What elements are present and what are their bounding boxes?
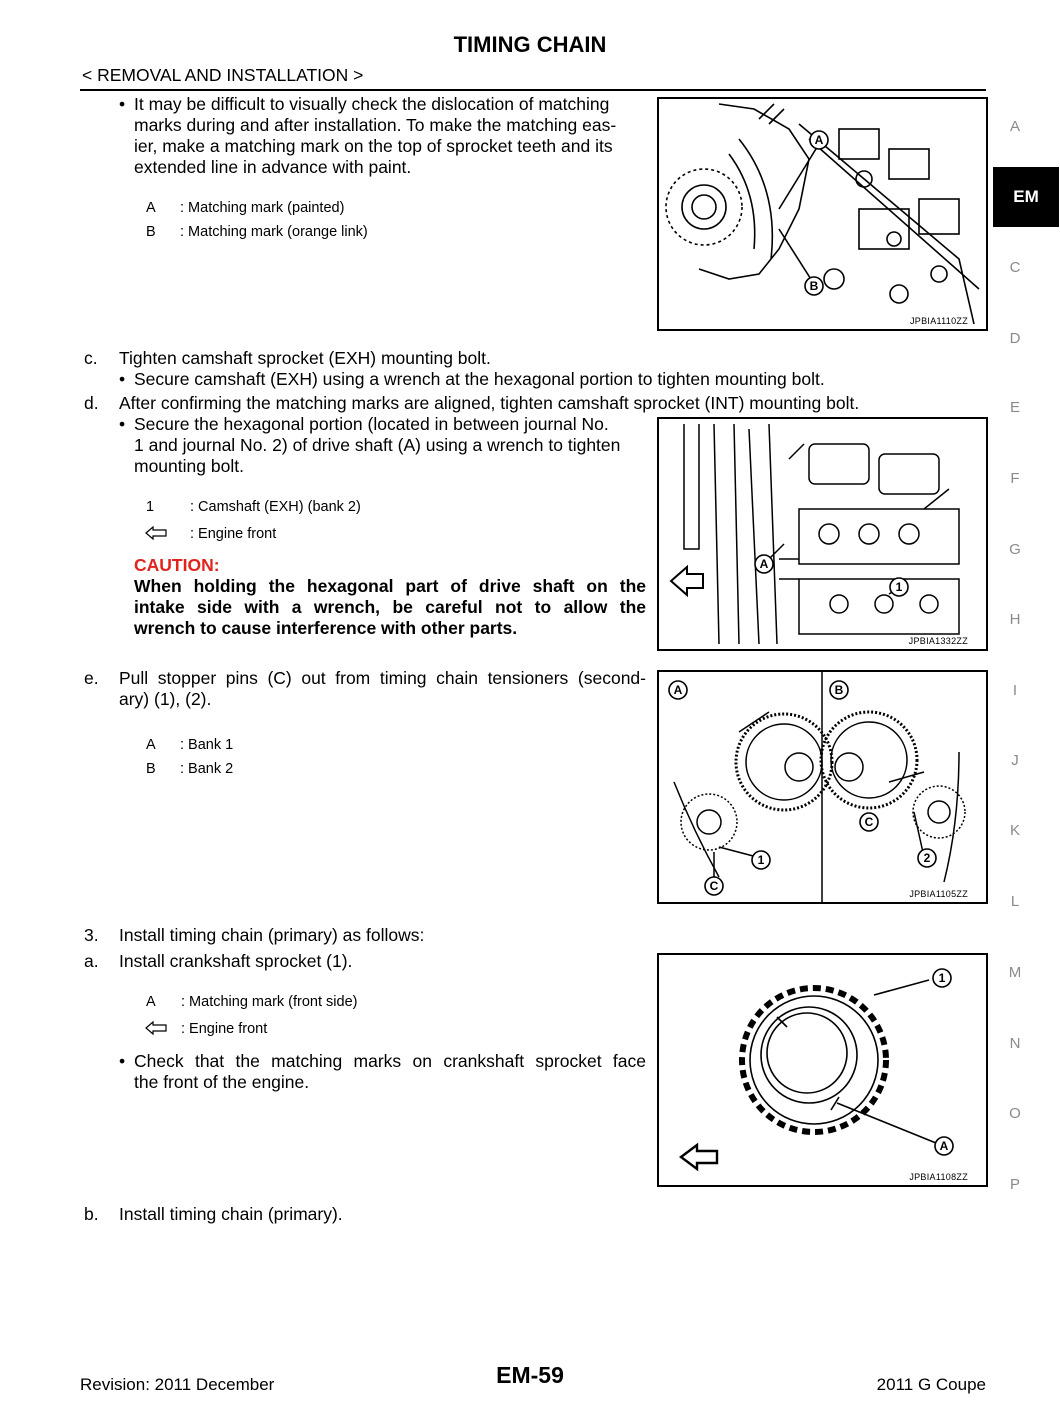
- legend-key: A: [146, 994, 156, 1010]
- legend-text: : Engine front: [190, 526, 277, 542]
- header-rule: [80, 89, 986, 91]
- legend-text: : Bank 2: [180, 761, 234, 777]
- figure-timing-chain-tensioners: [657, 670, 988, 904]
- step-label: 3.: [84, 925, 99, 945]
- step-c-bullet: Secure camshaft (EXH) using a wrench at the hexagonal portion to tighten mounting bolt.: [134, 369, 825, 389]
- step-b-text: Install timing chain (primary).: [119, 1204, 343, 1224]
- step-a-text: Install crankshaft sprocket (1).: [119, 951, 353, 971]
- footer-revision: Revision: 2011 December: [80, 1375, 275, 1394]
- step-d-text: After confirming the matching marks are aligned, tighten camshaft sprocket (INT) mounting bolt.: [119, 393, 860, 413]
- caution-line-3: wrench to cause interference with other parts.: [134, 618, 518, 638]
- svg-text:1: 1: [757, 853, 765, 867]
- step-c-text: Tighten camshaft sprocket (EXH) mounting bolt.: [119, 348, 491, 368]
- figure-camshaft-sprocket-matching-marks: [657, 97, 988, 331]
- paint-mark-bullet-line-3: ier, make a matching mark on the top of sprocket teeth and its: [134, 136, 613, 156]
- engine-front-arrow-icon: [145, 1021, 167, 1035]
- svg-text:B: B: [809, 279, 819, 293]
- side-tab-em-active[interactable]: EM: [993, 167, 1059, 227]
- figure-drive-shaft-wrench: [657, 417, 988, 651]
- legend-key: A: [146, 200, 156, 216]
- figure-illustration: [659, 955, 986, 1185]
- section-heading: < REMOVAL AND INSTALLATION >: [82, 65, 364, 85]
- svg-text:A: A: [759, 557, 769, 571]
- figure-code: JPBIA1332ZZ: [908, 636, 968, 646]
- bullet-dot: •: [119, 369, 126, 389]
- side-tab-k[interactable]: K: [1009, 822, 1020, 839]
- step-e-line-2: ary) (1), (2).: [119, 689, 212, 709]
- paint-mark-bullet-line-1: It may be difficult to visually check the dislocation of matching: [134, 94, 610, 114]
- figure-code: JPBIA1110ZZ: [910, 316, 968, 326]
- figure-illustration: [659, 99, 986, 329]
- svg-text:A: A: [939, 1139, 949, 1153]
- side-tab-i[interactable]: I: [1012, 682, 1018, 699]
- legend-text: : Matching mark (painted): [180, 200, 345, 216]
- step-e-line-1: Pull stopper pins (C) out from timing chain tensioners (second-: [119, 668, 646, 688]
- side-tab-o[interactable]: O: [1009, 1105, 1021, 1122]
- legend-text: : Camshaft (EXH) (bank 2): [190, 499, 361, 515]
- step-a-bullet-line-1: Check that the matching marks on crankshaft sprocket face: [134, 1051, 646, 1071]
- side-tab-g[interactable]: G: [1009, 541, 1021, 558]
- side-tab-h[interactable]: H: [1009, 611, 1021, 628]
- side-tab-e[interactable]: E: [1009, 399, 1020, 416]
- figure-illustration: [659, 419, 986, 649]
- legend-text: : Bank 1: [180, 737, 234, 753]
- legend-text: : Matching mark (front side): [181, 994, 358, 1010]
- caution-line-1: When holding the hexagonal part of drive shaft on the: [134, 576, 646, 596]
- bullet-dot: •: [119, 94, 126, 114]
- svg-text:2: 2: [923, 851, 931, 865]
- step-d-bullet-line-1: Secure the hexagonal portion (located in between journal No.: [134, 414, 609, 434]
- footer-model: 2011 G Coupe: [876, 1375, 986, 1394]
- side-tab-j[interactable]: J: [1011, 752, 1019, 769]
- bullet-dot: •: [119, 1051, 126, 1071]
- legend-key: 1: [146, 499, 155, 515]
- caution-heading: CAUTION:: [134, 555, 220, 575]
- side-tab-f[interactable]: F: [1010, 470, 1020, 487]
- side-tab-m[interactable]: M: [1008, 964, 1022, 981]
- bullet-dot: •: [119, 414, 126, 434]
- caution-line-2: intake side with a wrench, be careful not to allow the: [134, 597, 646, 617]
- step-label: a.: [84, 951, 99, 971]
- svg-text:B: B: [834, 683, 844, 697]
- svg-text:1: 1: [895, 580, 903, 594]
- step-label: d.: [84, 393, 99, 413]
- side-tab-c[interactable]: C: [1009, 259, 1021, 276]
- engine-front-arrow-icon: [145, 526, 167, 540]
- svg-text:A: A: [673, 683, 683, 697]
- legend-text: : Matching mark (orange link): [180, 224, 368, 240]
- figure-code: JPBIA1108ZZ: [909, 1172, 968, 1182]
- svg-text:C: C: [864, 815, 874, 829]
- paint-mark-bullet-line-2: marks during and after installation. To make the matching eas-: [134, 115, 617, 135]
- figure-crankshaft-sprocket: [657, 953, 988, 1187]
- step-d-bullet-line-2: 1 and journal No. 2) of drive shaft (A) using a wrench to tighten: [134, 435, 621, 455]
- step-label: c.: [84, 348, 98, 368]
- legend-text: : Engine front: [181, 1021, 268, 1037]
- svg-text:1: 1: [938, 971, 946, 985]
- page-title: TIMING CHAIN: [453, 32, 607, 57]
- side-tab-l[interactable]: L: [1010, 893, 1020, 910]
- step-a-bullet-line-2: the front of the engine.: [134, 1072, 310, 1092]
- paint-mark-bullet-line-4: extended line in advance with paint.: [134, 157, 412, 177]
- step-label: e.: [84, 668, 99, 688]
- side-tab-d[interactable]: D: [1009, 330, 1021, 347]
- footer-page-number: EM-59: [496, 1362, 564, 1388]
- step-3-text: Install timing chain (primary) as follows:: [119, 925, 425, 945]
- svg-text:C: C: [709, 879, 719, 893]
- side-tab-p[interactable]: P: [1009, 1176, 1020, 1193]
- legend-key: B: [146, 224, 156, 240]
- step-label: b.: [84, 1204, 99, 1224]
- legend-key: B: [146, 761, 156, 777]
- svg-text:A: A: [814, 133, 824, 147]
- figure-illustration: [659, 672, 986, 902]
- side-tab-n[interactable]: N: [1009, 1035, 1021, 1052]
- side-tab-a[interactable]: A: [1009, 118, 1020, 135]
- step-d-bullet-line-3: mounting bolt.: [134, 456, 244, 476]
- figure-code: JPBIA1105ZZ: [909, 889, 968, 899]
- legend-key: A: [146, 737, 156, 753]
